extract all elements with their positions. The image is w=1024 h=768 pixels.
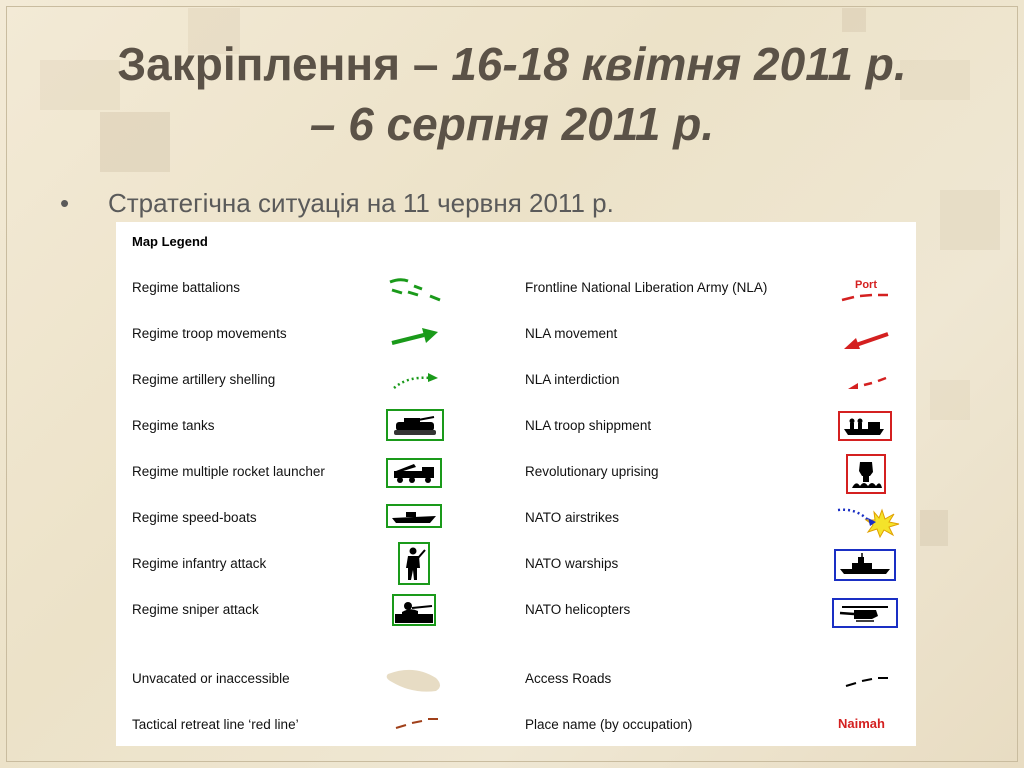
troop-ship-icon	[838, 411, 894, 443]
title-plain: Закріплення –	[117, 38, 452, 90]
legend-label: NLA movement	[525, 326, 618, 341]
brown-dashed-line-icon	[392, 712, 442, 732]
warship-icon	[834, 549, 898, 583]
legend-label: Regime tanks	[132, 418, 215, 433]
helicopter-icon	[832, 598, 900, 630]
legend-label: NLA troop shippment	[525, 418, 652, 433]
legend-label: Unvacated or inaccessible	[132, 671, 290, 686]
slide-title	[0, 34, 1024, 154]
rocket-launcher-icon	[386, 458, 444, 490]
legend-label: Regime battalions	[132, 280, 241, 295]
legend-label: NATO warships	[525, 556, 619, 571]
green-arrow-icon	[388, 324, 440, 348]
infantry-soldier-icon	[398, 542, 432, 586]
bullet-text: Стратегічна ситуація на 11 червня 2011 р.	[108, 188, 614, 218]
tank-icon	[386, 409, 446, 443]
legend-heading: Map Legend	[132, 234, 208, 249]
green-dashed-arc-icon	[386, 276, 446, 304]
green-dotted-arrow-icon	[390, 370, 440, 392]
sniper-icon	[392, 594, 438, 628]
legend-label: Regime speed-boats	[132, 510, 257, 525]
legend-label: Regime infantry attack	[132, 556, 267, 571]
legend-label: Regime troop movements	[132, 326, 287, 341]
legend-label: Access Roads	[525, 671, 612, 686]
black-dashed-road-icon	[842, 672, 892, 690]
bullet-marker: •	[60, 188, 70, 218]
legend-label: Regime artillery shelling	[132, 372, 276, 387]
airstrike-explosion-icon	[834, 504, 902, 538]
legend-label: Revolutionary uprising	[525, 464, 659, 479]
raised-fist-icon	[846, 454, 888, 496]
red-dashed-arrow-icon	[844, 374, 890, 392]
red-dashed-frontline-icon	[838, 288, 894, 304]
legend-label: Regime sniper attack	[132, 602, 259, 617]
legend-label: Tactical retreat line ‘red line’	[132, 717, 299, 732]
title-date-range: 16-18 квітня 2011 р.	[451, 38, 907, 90]
red-arrow-icon	[842, 330, 892, 352]
legend-label: Regime multiple rocket launcher	[132, 464, 325, 479]
legend-label: Place name (by occupation)	[525, 717, 693, 732]
legend-label: NATO helicopters	[525, 602, 631, 617]
legend-label: NLA interdiction	[525, 372, 620, 387]
place-name-sample: Naimah	[838, 716, 885, 731]
speed-boat-icon	[386, 504, 444, 530]
beige-area-icon	[384, 664, 446, 696]
port-label: Port	[855, 279, 877, 291]
legend-label: Frontline National Liberation Army (NLA)	[525, 280, 768, 295]
legend-label: NATO airstrikes	[525, 510, 620, 525]
title-end-date: – 6 серпня 2011 р.	[309, 98, 715, 150]
map-legend	[116, 222, 916, 746]
